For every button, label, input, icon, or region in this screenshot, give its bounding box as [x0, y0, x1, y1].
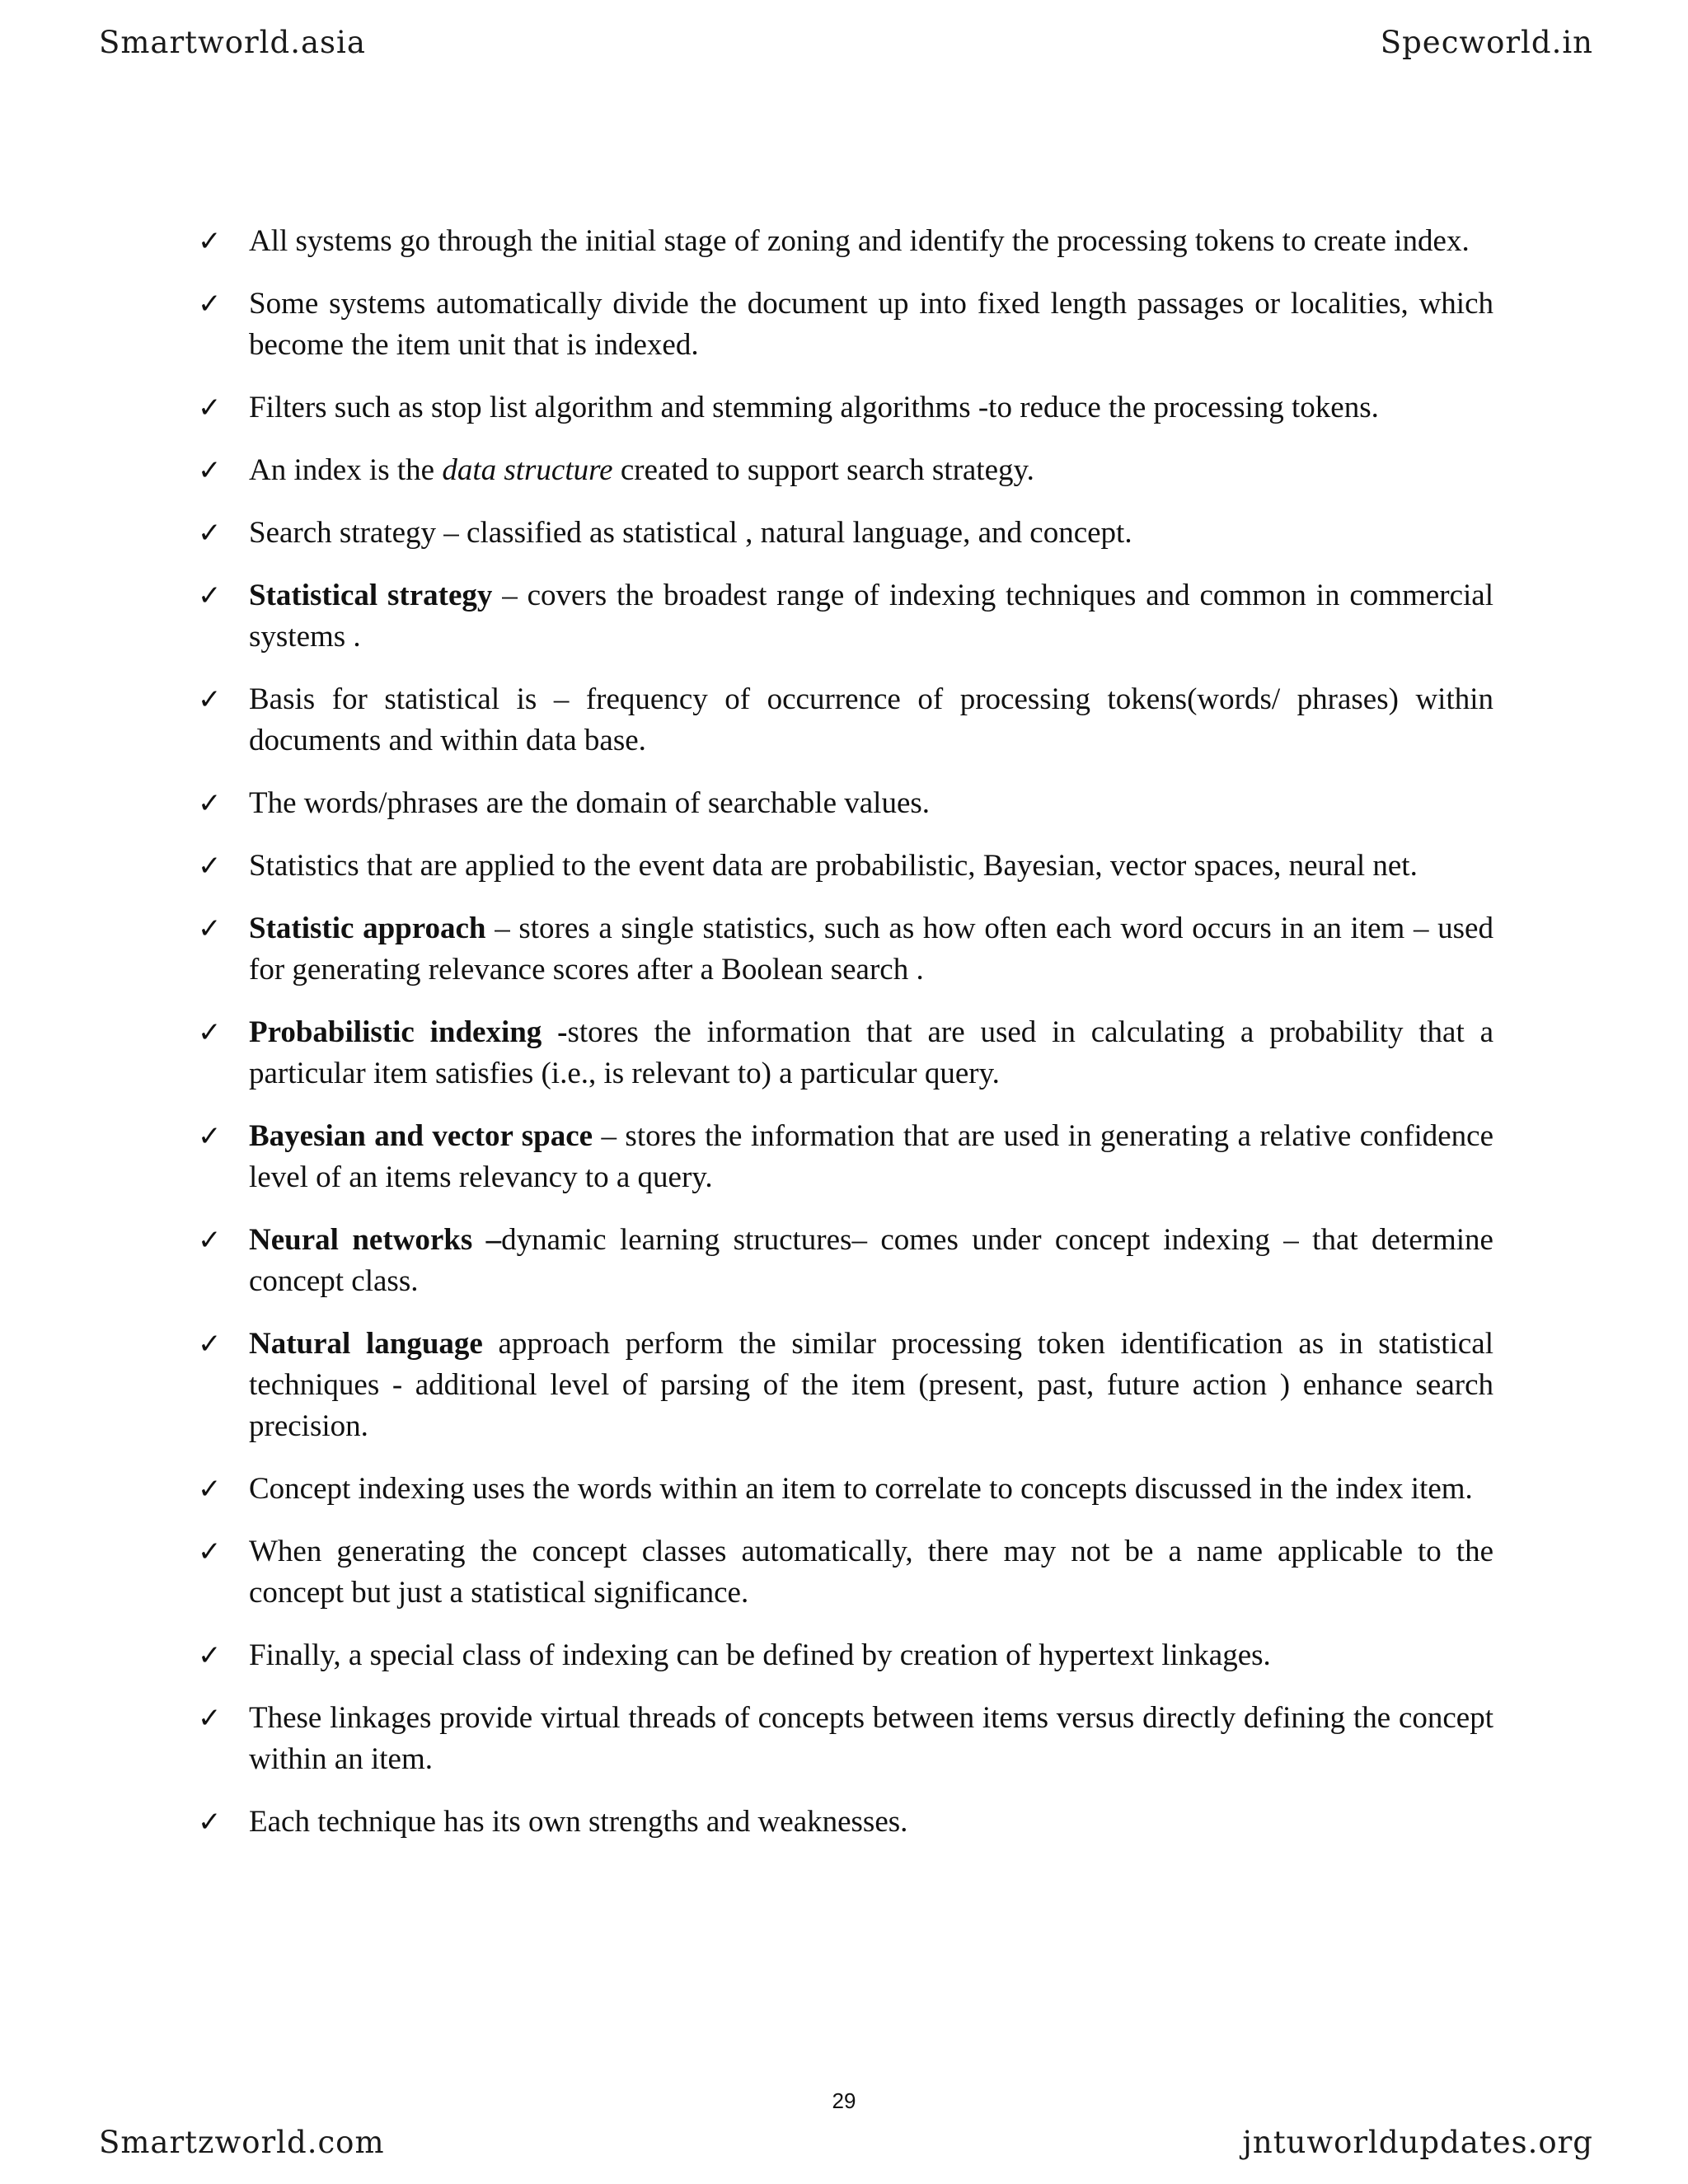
bold-term: Natural language [249, 1327, 483, 1361]
bullet-item [198, 387, 1493, 429]
check-icon: ✓ [198, 850, 222, 883]
bullet-text [249, 1012, 1493, 1094]
check-icon: ✓ [198, 1120, 222, 1153]
bullet-text [249, 846, 1493, 887]
bullet-item [198, 908, 1493, 991]
bold-term: Neural networks – [249, 1223, 502, 1257]
bold-term: Probabilistic indexing - [249, 1015, 568, 1049]
bullet-text [249, 679, 1493, 762]
bullet-item [198, 783, 1493, 824]
check-icon: ✓ [198, 1702, 222, 1735]
check-icon: ✓ [198, 391, 222, 424]
bullet-text [249, 450, 1493, 491]
check-icon: ✓ [198, 517, 222, 550]
text-run: Concept indexing uses the words within an item to correlate to concepts discussed in the index item. [249, 1472, 1473, 1506]
italic-term: data structure [442, 453, 613, 487]
bullet-item [198, 1324, 1493, 1447]
bold-term: Bayesian and vector space [249, 1119, 593, 1153]
text-run: – stores a single statistics, such as how often each word occurs in an item – used for generating relevance scores after a Boolean search . [249, 912, 1493, 987]
text-run: The words/phrases are the domain of searchable values. [249, 786, 931, 820]
check-icon: ✓ [198, 579, 222, 612]
bullet-text [249, 513, 1493, 554]
bullet-item [198, 513, 1493, 554]
bullet-text [249, 284, 1493, 366]
check-icon: ✓ [198, 1224, 222, 1257]
bold-term: Statistic approach [249, 912, 486, 945]
bullet-text [249, 783, 1493, 824]
text-run: Filters such as stop list algorithm and stemming algorithms -to reduce the processing tokens. [249, 391, 1379, 424]
page-number: 29 [832, 2088, 856, 2113]
bullet-list [198, 221, 1493, 1864]
footer-right-site: jntuworldupdates.org [1242, 2125, 1593, 2160]
text-run: Some systems automatically divide the document up into fixed length passages or localities, which become the item unit that is indexed. [249, 287, 1493, 362]
text-run: All systems go through the initial stage of zoning and identify the processing tokens to create index. [249, 224, 1470, 258]
bullet-item [198, 1698, 1493, 1780]
page-header [99, 25, 1593, 60]
text-run: stores the information that are used in calculating a probability that a particular item satisfies (i.e., is relevant to) a particular query. [249, 1015, 1493, 1090]
bullet-text [249, 1698, 1493, 1780]
bullet-item [198, 575, 1493, 658]
bullet-text [249, 1116, 1493, 1198]
bullet-item [198, 1116, 1493, 1198]
text-run: dynamic learning structures– comes under concept indexing – that determine concept class. [249, 1223, 1493, 1298]
bullet-item [198, 1635, 1493, 1676]
footer-left-site: Smartzworld.com [99, 2125, 385, 2160]
text-run: approach perform the similar processing token identification as in statistical techniques - additional level of parsing of the item (present, past, future action ) enhance search precision. [249, 1327, 1493, 1443]
text-run: An index is the [249, 453, 443, 487]
header-left-site: Smartworld.asia [99, 25, 366, 60]
bullet-text [249, 1635, 1493, 1676]
bullet-item [198, 1802, 1493, 1843]
text-run: – stores the information that are used in generating a relative confidence level of an items relevancy to a query. [249, 1119, 1493, 1194]
text-run: These linkages provide virtual threads of concepts between items versus directly defining the concept within an item. [249, 1701, 1493, 1776]
bold-term: Statistical strategy [249, 579, 493, 612]
bullet-item [198, 1012, 1493, 1094]
text-run: created to support search strategy. [612, 453, 1034, 487]
header-right-site: Specworld.in [1380, 25, 1593, 60]
bullet-item [198, 1220, 1493, 1302]
check-icon: ✓ [198, 912, 222, 945]
bullet-text [249, 1802, 1493, 1843]
bullet-text [249, 908, 1493, 991]
check-icon: ✓ [198, 1535, 222, 1568]
bullet-item [198, 284, 1493, 366]
bullet-text [249, 1469, 1493, 1510]
text-run: – covers the broadest range of indexing techniques and common in commercial systems . [249, 579, 1493, 654]
bullet-text [249, 575, 1493, 658]
text-run: Finally, a special class of indexing can be defined by creation of hypertext linkages. [249, 1638, 1271, 1672]
check-icon: ✓ [198, 1473, 222, 1506]
bullet-text [249, 221, 1493, 262]
check-icon: ✓ [198, 683, 222, 716]
check-icon: ✓ [198, 1328, 222, 1361]
text-run: Basis for statistical is – frequency of occurrence of processing tokens(words/ phrases) within documents and within data base. [249, 682, 1493, 757]
bullet-text [249, 387, 1493, 429]
check-icon: ✓ [198, 1639, 222, 1672]
check-icon: ✓ [198, 1016, 222, 1049]
check-icon: ✓ [198, 288, 222, 321]
text-run: Search strategy – classified as statistical , natural language, and concept. [249, 516, 1132, 550]
text-run: Statistics that are applied to the event data are probabilistic, Bayesian, vector spaces, neural net. [249, 849, 1418, 883]
check-icon: ✓ [198, 1806, 222, 1839]
bullet-item [198, 846, 1493, 887]
bullet-item [198, 679, 1493, 762]
bullet-item [198, 450, 1493, 491]
bullet-item [198, 1531, 1493, 1614]
text-run: When generating the concept classes automatically, there may not be a name applicable to the concept but just a statistical significance. [249, 1535, 1493, 1610]
check-icon: ✓ [198, 225, 222, 258]
page-footer [99, 2125, 1593, 2160]
bullet-text [249, 1220, 1493, 1302]
bullet-item [198, 1469, 1493, 1510]
bullet-text [249, 1324, 1493, 1447]
bullet-text [249, 1531, 1493, 1614]
text-run: Each technique has its own strengths and weaknesses. [249, 1805, 908, 1839]
bullet-item [198, 221, 1493, 262]
check-icon: ✓ [198, 787, 222, 820]
check-icon: ✓ [198, 454, 222, 487]
